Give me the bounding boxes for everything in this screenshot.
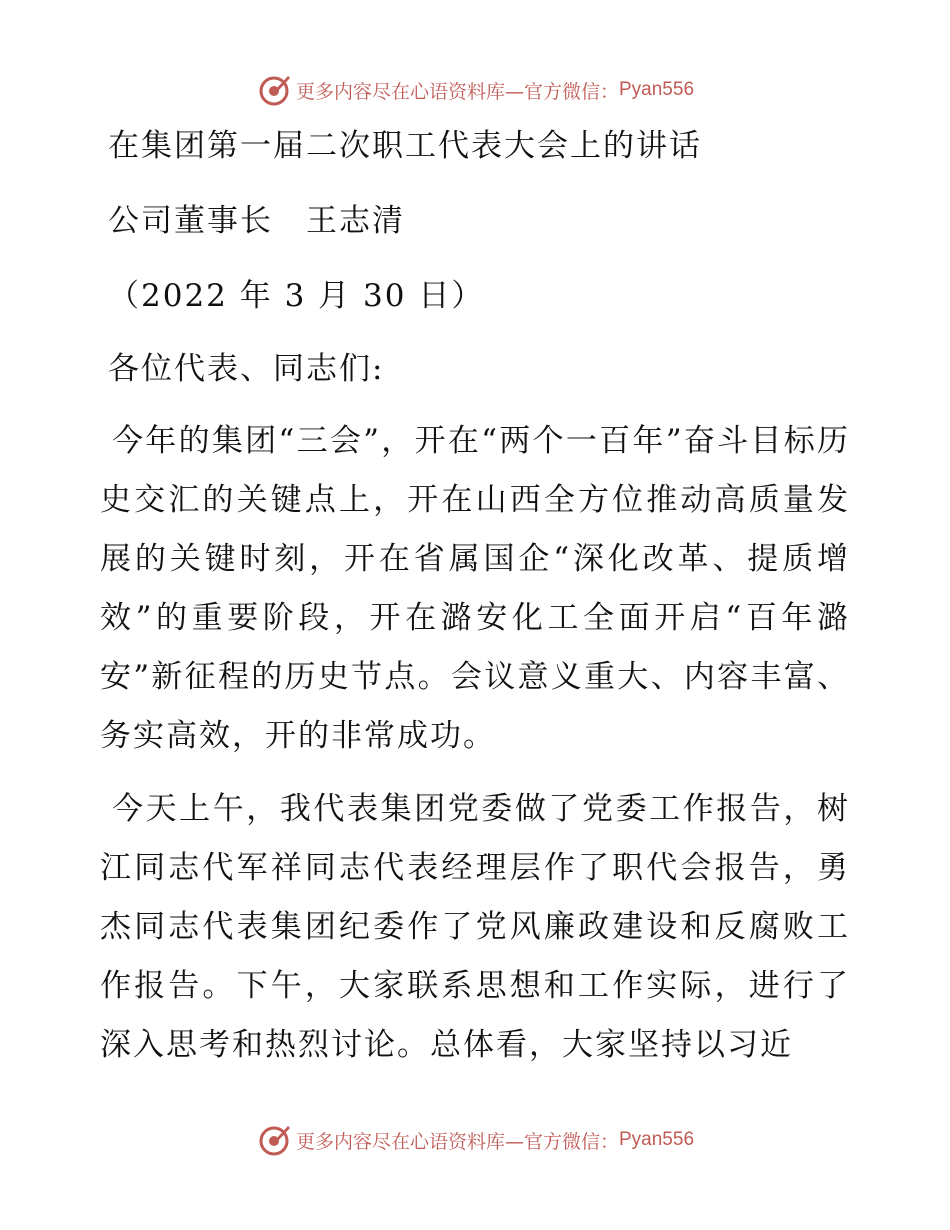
watermark-handle: Pyan556: [619, 1129, 695, 1150]
watermark-text: 更多内容尽在心语资料库—官方微信：: [295, 1130, 619, 1153]
paragraph-2: 今天上午，我代表集团党委做了党委工作报告，树江同志代军祥同志代表经理层作了职代会报告，勇杰同志代表集团纪委作了党风廉政建设和反腐败工作报告。下午，大家联系思想和工作实际，进行了深入思考和热烈讨论。总体看，大家坚持以习近: [100, 791, 850, 1063]
date-line: （2022 年 3 月 30 日）: [108, 278, 485, 314]
pen-logo-icon: [256, 72, 292, 108]
document-title: 在集团第一届二次职工代表大会上的讲话: [108, 128, 702, 164]
watermark-footer: [0, 1120, 950, 1160]
watermark-handle: Pyan556: [619, 79, 695, 100]
paragraph-1: 今年的集团“三会”，开在“两个一百年”奋斗目标历史交汇的关键点上，开在山西全方位推动高质量发展的关键时刻，开在省属国企“深化改革、提质增效”的重要阶段，开在潞安化工全面开启“百年潞安”新征程的历史节点。会议意义重大、内容丰富、务实高效，开的非常成功。: [100, 423, 850, 754]
watermark-text: 更多内容尽在心语资料库—官方微信：: [295, 80, 619, 103]
speaker-line: 公司董事长 王志清: [108, 203, 405, 239]
watermark-header: [0, 70, 950, 110]
salutation: 各位代表、同志们:: [108, 351, 385, 387]
pen-logo-icon: [256, 1122, 292, 1158]
